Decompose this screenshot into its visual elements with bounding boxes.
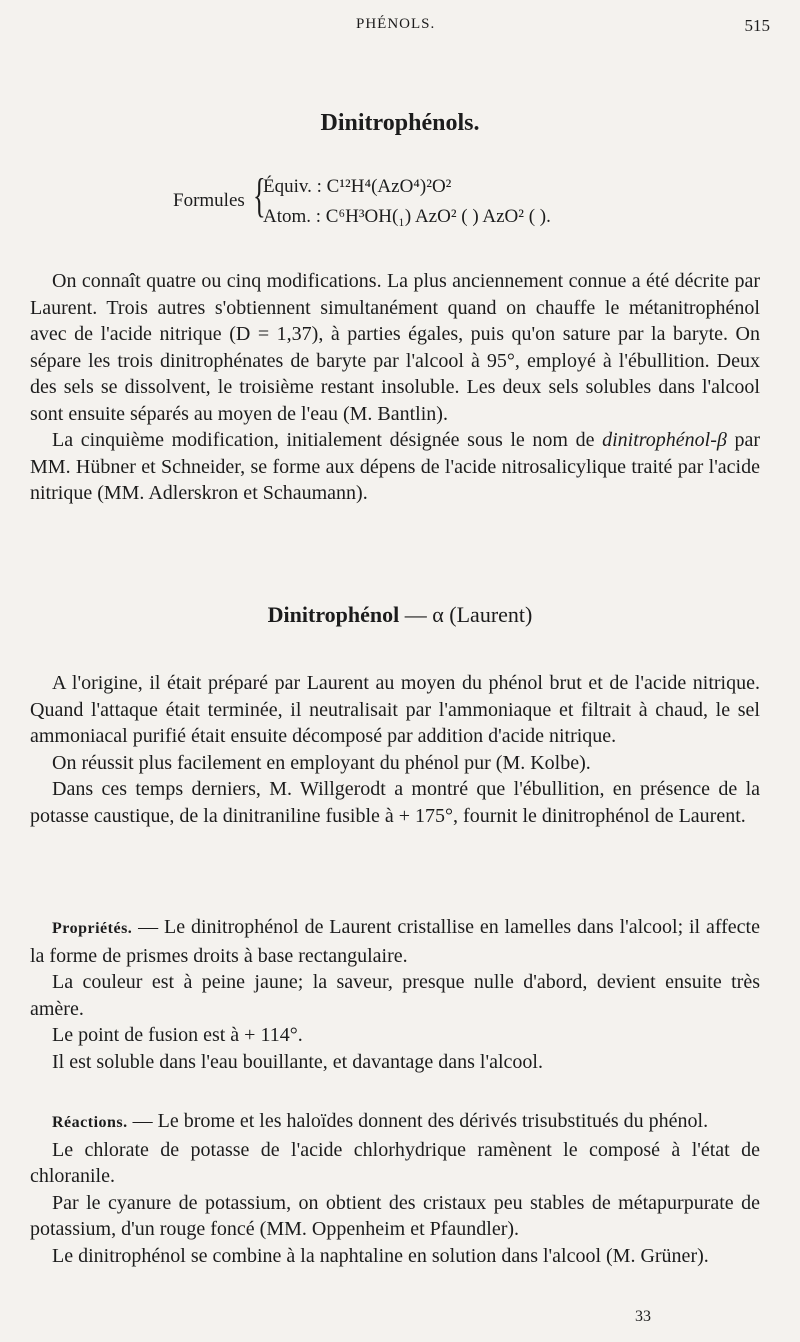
section-paragraph-3: Dans ces temps derniers, M. Willgerodt a montré que l'ébullition, en présence de la potasse caustique, de la dinitraniline fusible à + 175°, fournit le dinitrophénol de Laurent. [30,778,760,827]
signature-mark: 33 [635,1308,651,1325]
intro-p2-text-a: La cinquième modification, initialement désignée sous le nom de [52,429,603,451]
reactions-paragraph-1 [30,1108,760,1137]
reactions-p1-text: — Le brome et les haloïdes donnent des dérivés trisubstitués du phénol. [127,1110,709,1132]
section-paragraph-2: On réussit plus facilement en employant du phénol pur (M. Kolbe). [52,751,591,774]
intro-p2-text-b: par MM. Hübner et Schneider, se forme aux dépens de l'acide nitrosalicylique traité par l'acide nitrique (MM. Adlerskron et Schaumann). [30,429,760,504]
proprietes-paragraph-2: La couleur est à peine jaune; la saveur, presque nulle d'abord, devient ensuite très amère. [30,971,760,1020]
proprietes-text [30,914,760,1075]
intro-paragraph-1: On connaît quatre ou cinq modifications. La plus anciennement connue a été décrite par Laurent. Trois autres s'obtiennent simultanément quand on chauffe le métanitrophénol avec de l'acide nitrique (D = 1,37), à parties égales, puis qu'on sature par la baryte. On sépare les trois dinitrophénates de baryte par l'alcool à 95°, employé à l'ébullition. Deux des sels se dissolvent, le troisième restant insoluble. Les deux sels solubles dans l'alcool sont ensuite séparés au moyen de l'eau (M. Bantlin). [30,270,760,425]
reactions-text [30,1108,760,1269]
page-header [0,8,800,38]
intro-text [30,268,760,507]
reactions-paragraph-4: Le dinitrophénol se combine à la naphtaline en solution dans l'alcool (M. Grüner). [52,1244,709,1267]
formula-equiv: Équiv. : C¹²H⁴(AzO⁴)²O² [263,176,452,197]
section-paragraph-1: A l'origine, il était préparé par Laurent au moyen du phénol brut et de l'acide nitrique. Quand l'attaque était terminée, il neutralisait par l'ammoniaque et filtrait à chaud, le sel ammoniacal purifié était ensuite décomposé par addition d'acide nitrique. [30,672,760,747]
proprietes-paragraph-3: Le point de fusion est à + 114°. [52,1024,303,1046]
formula-label: Formules [173,190,245,211]
page-title: Dinitrophénols. [320,110,480,136]
reactions-heading: Réactions. [52,1114,128,1131]
section-title [0,602,800,628]
proprietes-paragraph-1 [30,914,760,969]
reactions-paragraph-3: Par le cyanure de potassium, on obtient des cristaux peu stables de métapurpurate de potassium, d'un rouge foncé (MM. Oppenheim et Pfaundler). [30,1191,760,1240]
intro-paragraph-2 [30,427,760,507]
brace-glyph: { [253,169,266,222]
page-number: 515 [744,16,770,35]
running-title: PHÉNOLS. [356,16,436,32]
proprietes-paragraph-4: Il est soluble dans l'eau bouillante, et davantage dans l'alcool. [52,1050,543,1073]
proprietes-p1-text: — Le dinitrophénol de Laurent cristallise en lamelles dans l'alcool; il affecte la forme de prismes droits à base rectangulaire. [30,916,760,967]
reactions-paragraph-2: Le chlorate de potasse de l'acide chlorhydrique ramènent le composé à l'état de chloranile. [30,1138,760,1187]
proprietes-heading: Propriétés. [52,920,133,937]
section-text [30,670,760,829]
section-title-rest: — α (Laurent) [399,602,533,627]
intro-p2-italic: dinitrophénol-β [602,429,727,451]
formula-atom: Atom. : C⁶H³OH(₁) AzO² ( ) AzO² ( ). [263,206,551,227]
section-title-bold: Dinitrophénol [267,602,400,627]
